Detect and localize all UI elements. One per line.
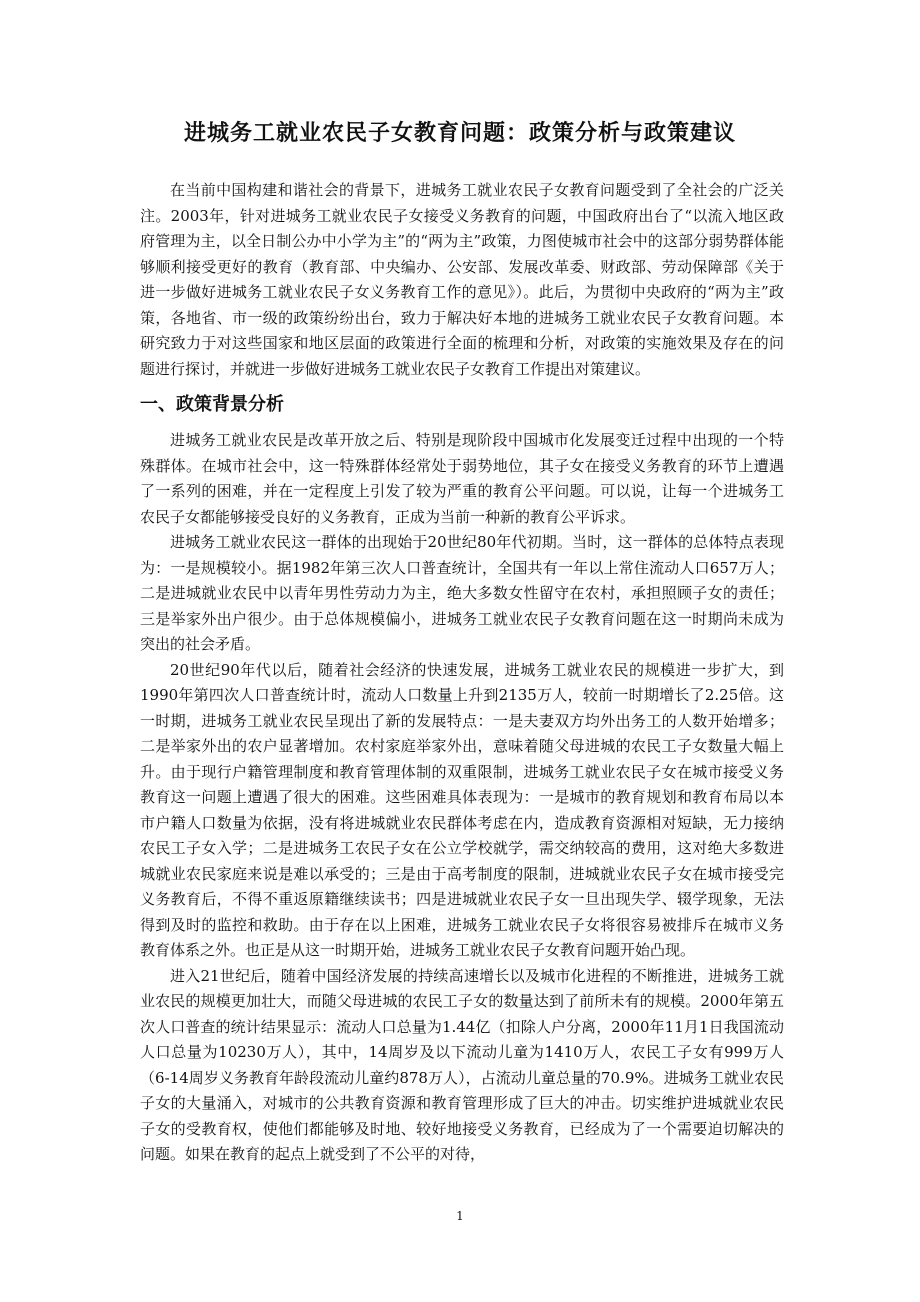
document-title: 进城务工就业农民子女教育问题：政策分析与政策建议 [183, 121, 736, 146]
document-body [140, 178, 784, 1168]
page-number: 1 [456, 1209, 464, 1223]
body-paragraph: 20世纪90年代以后，随着社会经济的快速发展，进城务工就业农民的规模进一步扩大，到1990年第四次人口普查统计时，流动人口数量上升到2135万人，较前一时期增长了2.25倍。这一时期，进城务工就业农民呈现出了新的发展特点：一是夫妻双方均外出务工的人数开始增多；二是举家外出的农户显著增加。农村家庭举家外出，意味着随父母进城的农民工子女数量大幅上升。由于现行户籍管理制度和教育管理体制的双重限制，进城务工就业农民子女在城市接受义务教育这一问题上遭遇了很大的困难。这些困难具体表现为：一是城市的教育规划和教育布局以本市户籍人口数量为依据，没有将进城就业农民群体考虑在内，造成教育资源相对短缺，无力接纳农民工子女入学；二是进城务工农民子女在公立学校就学，需交纳较高的费用，这对绝大多数进城就业农民家庭来说是难以承受的；三是由于高考制度的限制，进城就业农民子女在城市接受完义务教育后，不得不重返原籍继续读书；四是进城就业农民子女一旦出现失学、辍学现象，无法得到及时的监控和救助。由于存在以上困难，进城务工就业农民子女将很容易被排斥在城市义务教育体系之外。也正是从这一时期开始，进城务工就业农民子女教育问题开始凸现。 [140, 660, 784, 959]
body-paragraph: 进城务工就业农民这一群体的出现始于20世纪80年代初期。当时，这一群体的总体特点表现为：一是规模较小。据1982年第三次人口普查统计，全国共有一年以上常住流动人口657万人；二是进城就业农民中以青年男性劳动力为主，绝大多数女性留守在农村，承担照顾子女的责任；三是举家外出户很少。由于总体规模偏小，进城务工就业农民子女教育问题在这一时期尚未成为突出的社会矛盾。 [140, 533, 784, 653]
section-heading: 一、政策背景分析 [140, 394, 284, 415]
body-paragraph: 进入21世纪后，随着中国经济发展的持续高速增长以及城市化进程的不断推进，进城务工就业农民的规模更加壮大，而随父母进城的农民工子女的数量达到了前所未有的规模。2000年第五次人口普查的统计结果显示：流动人口总量为1.44亿（扣除人户分离，2000年11月1日我国流动人口总量为10230万人），其中，14周岁及以下流动儿童为1410万人，农民工子女有999万人（6-14周岁义务教育年龄段流动儿童约878万人），占流动儿童总量的70.9%。进城务工就业农民子女的大量涌入，对城市的公共教育资源和教育管理形成了巨大的冲击。切实维护进城就业农民子女的受教育权，使他们都能够及时地、较好地接受义务教育，已经成为了一个需要迫切解决的问题。如果在教育的起点上就受到了不公平的对待， [140, 966, 784, 1163]
body-paragraph: 进城务工就业农民是改革开放之后、特别是现阶段中国城市化发展变迁过程中出现的一个特殊群体。在城市社会中，这一特殊群体经常处于弱势地位，其子女在接受义务教育的环节上遭遇了一系列的困难，并在一定程度上引发了较为严重的教育公平问题。可以说，让每一个进城务工农民子女都能够接受良好的义务教育，正成为当前一种新的教育公平诉求。 [140, 431, 784, 526]
intro-paragraph: 在当前中国构建和谐社会的背景下，进城务工就业农民子女教育问题受到了全社会的广泛关注。2003年，针对进城务工就业农民子女接受义务教育的问题，中国政府出台了“以流入地区政府管理为主，以全日制公办中小学为主”的“两为主”政策，力图使城市社会中的这部分弱势群体能够顺利接受更好的教育（教育部、中央编办、公安部、发展改革委、财政部、劳动保障部《关于进一步做好进城务工就业农民子女义务教育工作的意见》）。此后，为贯彻中央政府的“两为主”政策，各地省、市一级的政策纷纷出台，致力于解决好本地的进城务工就业农民子女教育问题。本研究致力于对这些国家和地区层面的政策进行全面的梳理和分析，对政策的实施效果及存在的问题进行探讨，并就进一步做好进城务工就业农民子女教育工作提出对策建议。 [140, 181, 784, 378]
